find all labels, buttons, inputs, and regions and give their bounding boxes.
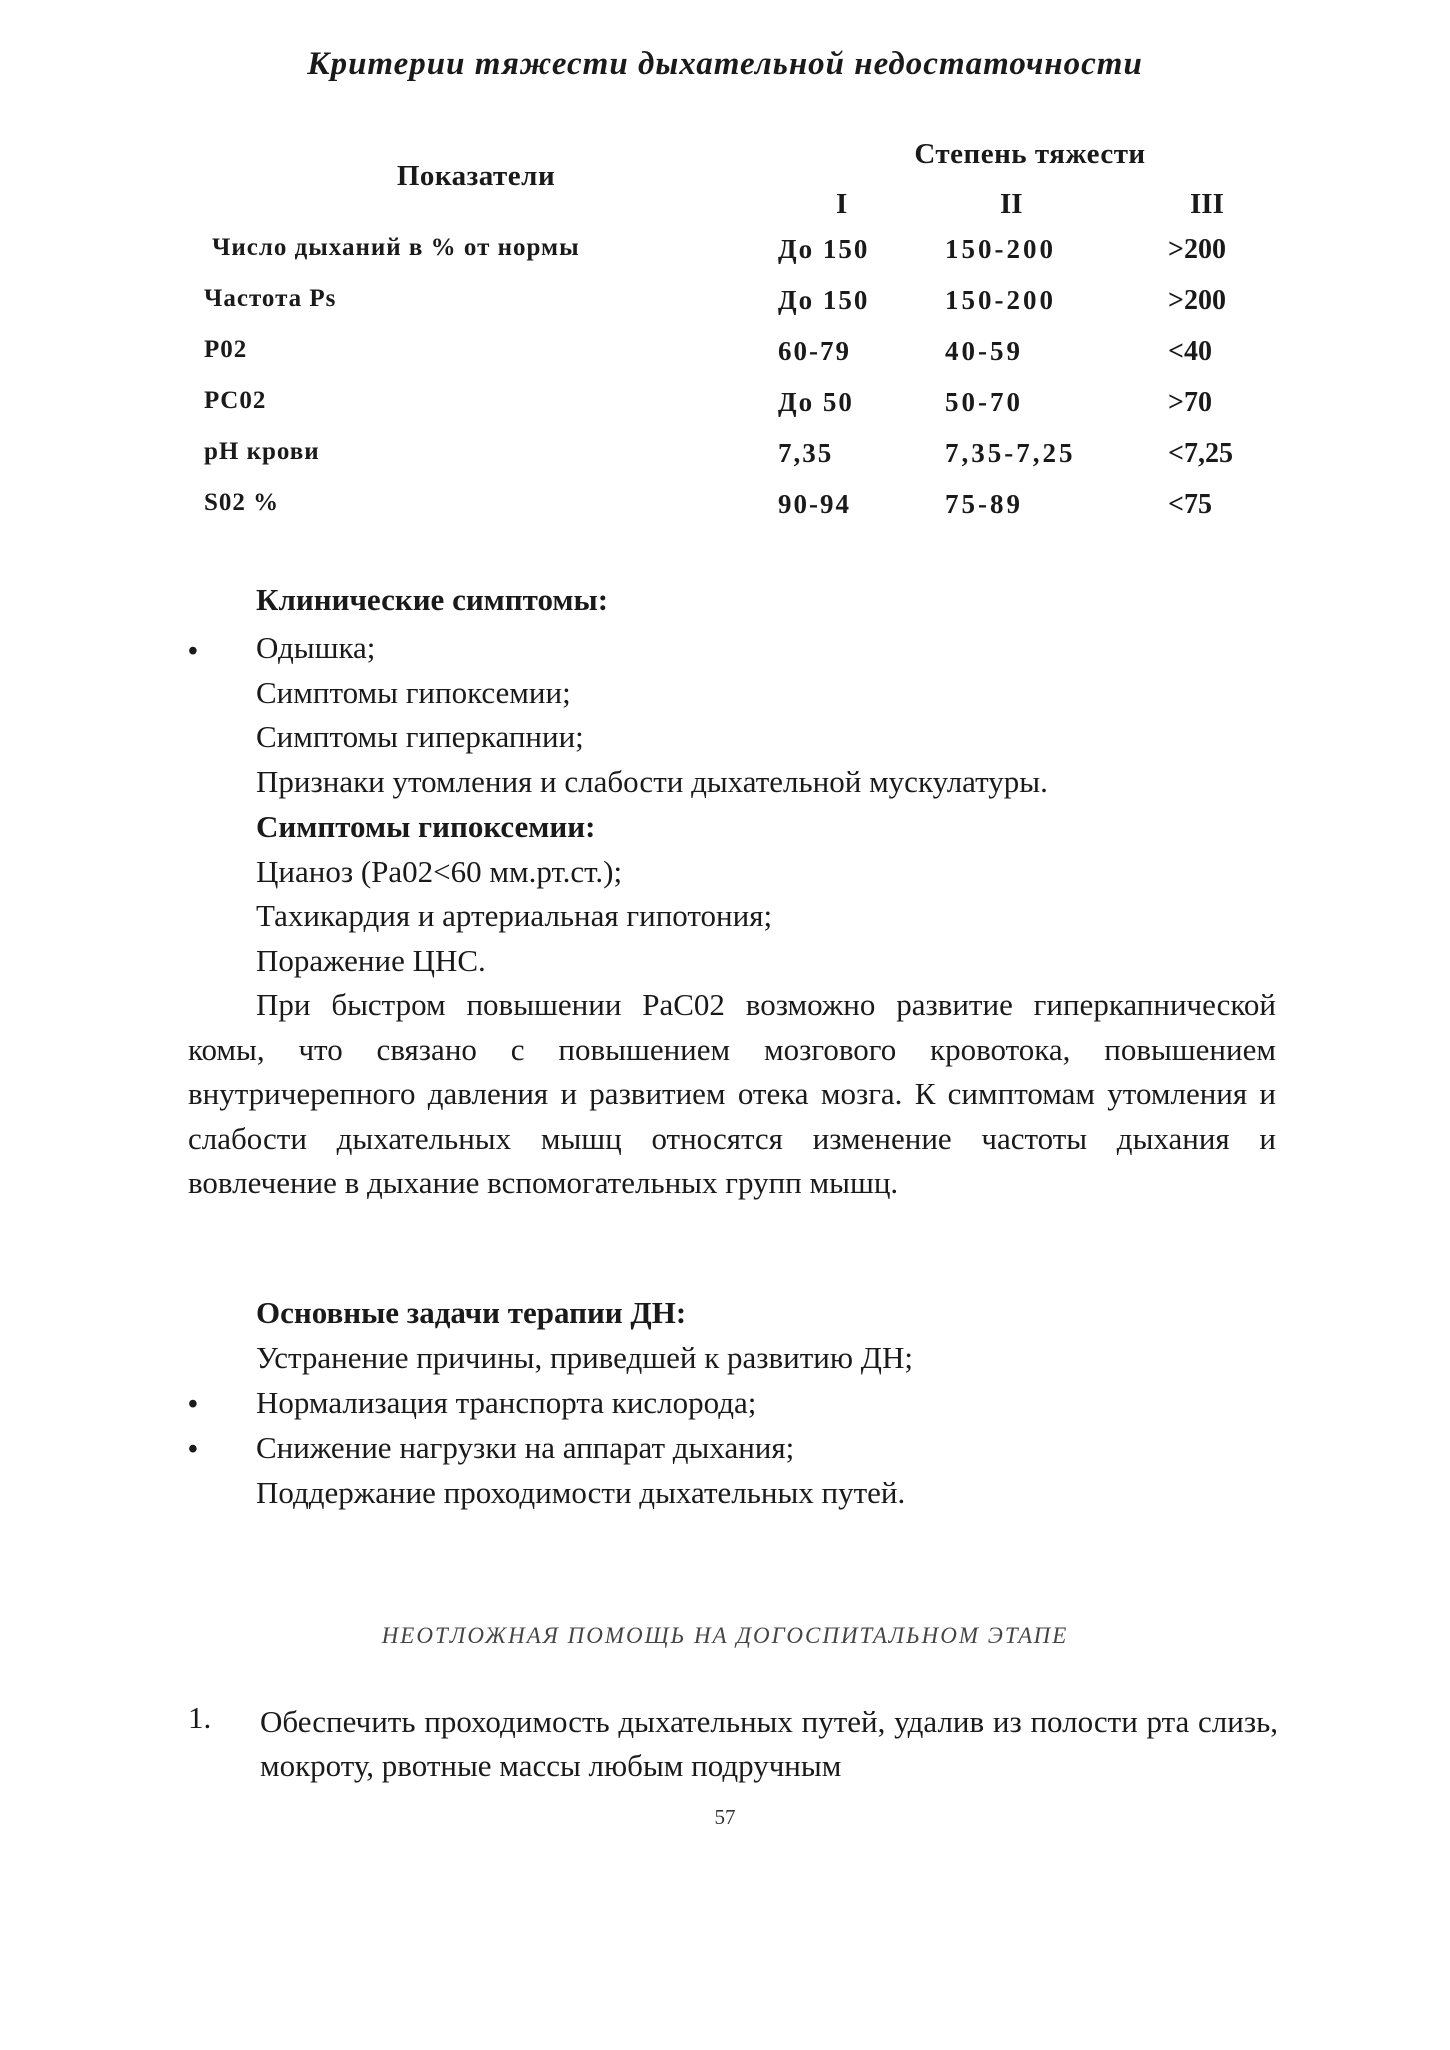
- table-row: [0, 438, 1450, 482]
- section-subtitle: НЕОТЛОЖНАЯ ПОМОЩЬ НА ДОГОСПИТАЛЬНОМ ЭТАПЕ: [381, 1623, 1069, 1648]
- row-indicator-name: PC02: [204, 387, 267, 414]
- table-header-degree-2: II: [1000, 188, 1023, 220]
- row-degree-3-value: >70: [1168, 387, 1212, 418]
- row-degree-2-value: 40-59: [945, 336, 1023, 366]
- row-indicator-name: Число дыханий в % от нормы: [212, 234, 580, 261]
- clinical-symptom-item: Признаки утомления и слабости дыхательной мускулатуры.: [256, 764, 1048, 799]
- row-degree-1-value: До 50: [778, 387, 854, 417]
- row-degree-1-value: 60-79: [778, 336, 851, 366]
- clinical-symptom-item: Симптомы гипоксемии;: [256, 675, 571, 710]
- row-indicator-name: P02: [204, 336, 248, 363]
- table-row: [0, 336, 1450, 380]
- table-row: [0, 489, 1450, 533]
- therapy-item: Нормализация транспорта кислорода;: [256, 1385, 757, 1420]
- therapy-item: Устранение причины, приведшей к развитию ДН;: [256, 1340, 913, 1375]
- row-degree-3-value: <40: [1168, 336, 1212, 367]
- table-header-severity: Степень тяжести: [914, 138, 1146, 170]
- clinical-symptom-item: Симптомы гиперкапнии;: [256, 719, 584, 754]
- therapy-item: Снижение нагрузки на аппарат дыхания;: [256, 1430, 795, 1465]
- table-header-indicator: Показатели: [396, 160, 556, 192]
- hypoxemia-heading: Симптомы гипоксемии:: [256, 809, 596, 844]
- bullet-icon: •: [188, 1434, 198, 1465]
- page-title: Критерии тяжести дыхательной недостаточности: [307, 46, 1143, 82]
- row-degree-2-value: 150-200: [945, 234, 1056, 264]
- hypoxemia-item: Цианоз (Ра02<60 мм.рт.ст.);: [256, 854, 623, 889]
- therapy-item: Поддержание проходимости дыхательных путей.: [256, 1475, 906, 1510]
- row-indicator-name: S02 %: [204, 489, 280, 516]
- row-degree-3-value: <75: [1168, 489, 1212, 520]
- clinical-symptom-item: Одышка;: [256, 630, 376, 665]
- row-indicator-name: Частота Ps: [204, 285, 337, 312]
- row-degree-1-value: 90-94: [778, 489, 851, 519]
- row-degree-1-value: До 150: [778, 234, 870, 264]
- clinical-symptoms-heading: Клинические симптомы:: [256, 582, 609, 617]
- row-degree-2-value: 150-200: [945, 285, 1056, 315]
- hypoxemia-item: Тахикардия и артериальная гипотония;: [256, 898, 773, 933]
- body-paragraph: При быстром повышении РаС02 возможно развитие гиперкапнической комы, что связано с повышением мозгового кровотока, повышением внутричерепного давления и развитием отека мозга. К симптомам утомления и слабости дыхательных мышц относятся изменение частоты дыхания и вовлечение в дыхание вспомогательных групп мышц.: [188, 987, 1276, 1200]
- hypoxemia-item: Поражение ЦНС.: [256, 943, 486, 978]
- step-text: Обеспечить проходимость дыхательных путей, удалив из полости рта слизь, мокроту, рвотные массы любым подручным: [260, 1704, 1278, 1783]
- row-degree-3-value: >200: [1168, 285, 1226, 316]
- table-header-degree-1: I: [836, 188, 848, 220]
- row-degree-1-value: 7,35: [778, 438, 834, 468]
- table-header-degree-3: III: [1190, 188, 1224, 220]
- row-degree-3-value: <7,25: [1168, 438, 1233, 469]
- bullet-icon: •: [188, 636, 198, 667]
- table-row: [0, 285, 1450, 329]
- row-indicator-name: pH крови: [204, 438, 320, 465]
- row-degree-2-value: 50-70: [945, 387, 1023, 417]
- therapy-heading: Основные задачи терапии ДН:: [256, 1295, 687, 1330]
- step-number: 1.: [188, 1700, 212, 1735]
- row-degree-1-value: До 150: [778, 285, 870, 315]
- page-number: 57: [714, 1805, 736, 1829]
- table-row: [0, 234, 1450, 278]
- row-degree-3-value: >200: [1168, 234, 1226, 265]
- table-row: [0, 387, 1450, 431]
- bullet-icon: •: [188, 1389, 198, 1420]
- row-degree-2-value: 75-89: [945, 489, 1023, 519]
- row-degree-2-value: 7,35-7,25: [945, 438, 1076, 468]
